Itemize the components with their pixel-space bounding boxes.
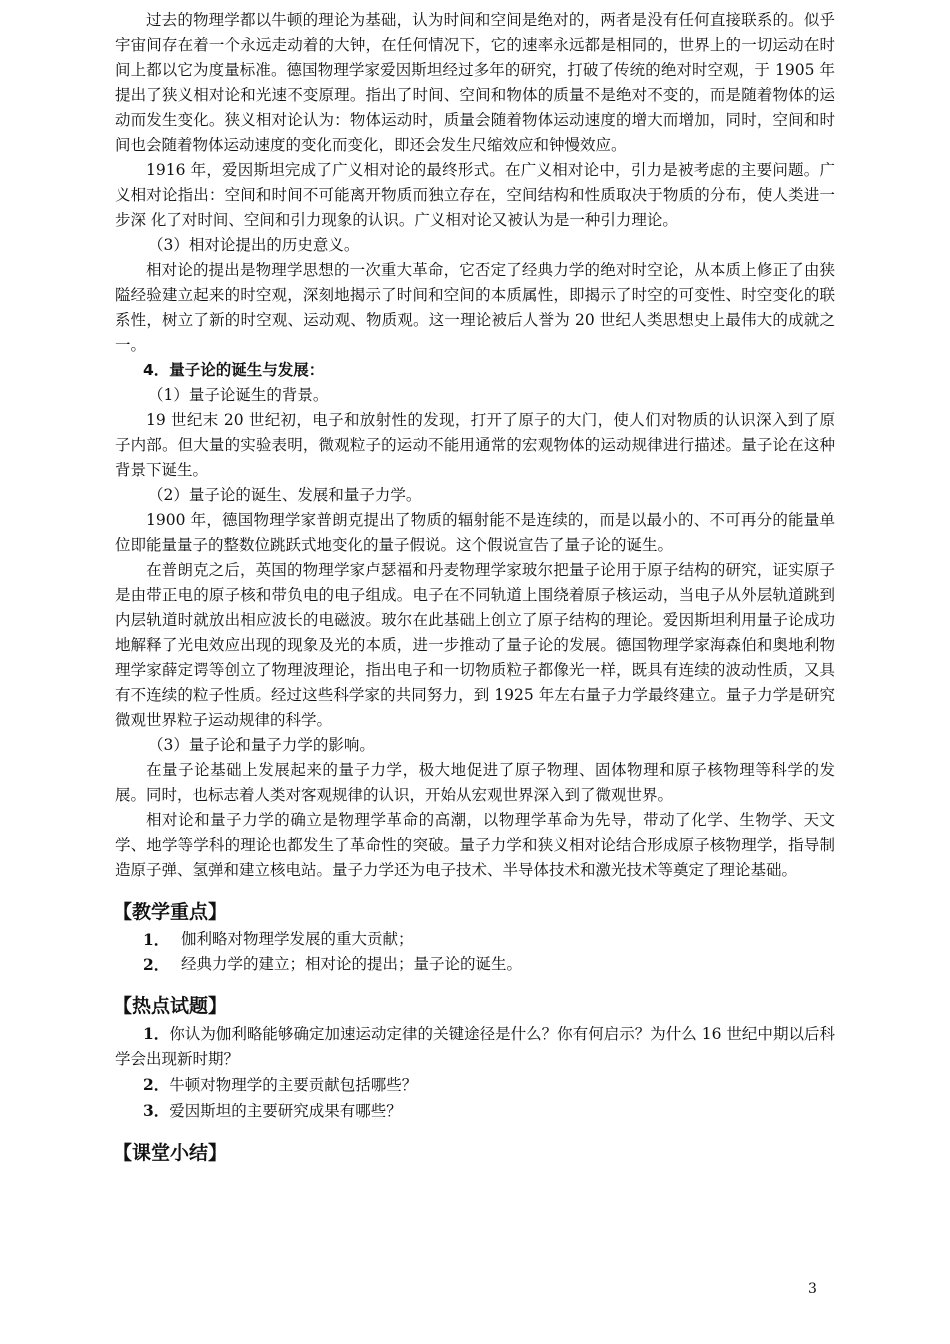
hot-questions-title: 【热点试题】	[113, 995, 228, 1017]
paragraph-relativity-significance: 相对论的提出是物理学思想的一次重大革命，它否定了经典力学的绝对时空论，从本质上修正了由狭隘经验建立起来的时空观，深刻地揭示了时间和空间的本质属性，即揭示了时空的可变性、时空变化的联系性，树立了新的时空观、运动观、物质观。这一理论被后人誉为 20 世纪人类思想史上最伟大的成就之一。	[115, 261, 835, 354]
key-points-title: 【教学重点】	[113, 901, 228, 923]
question-text: 爱因斯坦的主要研究成果有哪些？	[169, 1102, 402, 1120]
question-number: 2．	[143, 1075, 170, 1094]
subheading-quantum-birth: （2）量子论的诞生、发展和量子力学。	[148, 486, 422, 504]
question-item	[115, 1098, 835, 1124]
paragraph-general-relativity: 1916 年，爱因斯坦完成了广义相对论的最终形式。在广义相对论中，引力是被考虑的主要问题。广义相对论指出：空间和时间不可能离开物质而独立存在，空间结构和性质取决于物质的分布，使人类进一步深 化了对时间、空间和引力现象的认识。广义相对论又被认为是一种引力理论。	[115, 161, 835, 229]
subheading-quantum-background: （1）量子论诞生的背景。	[148, 386, 329, 404]
question-text: 牛顿对物理学的主要贡献包括哪些？	[169, 1076, 418, 1094]
key-point-text: 伽利略对物理学发展的重大贡献；	[181, 930, 414, 948]
key-point-text: 经典力学的建立；相对论的提出；量子论的诞生。	[181, 955, 523, 973]
heading-quantum-theory: 4．量子论的诞生与发展：	[143, 361, 325, 379]
paragraph-quantum-background: 19 世纪末 20 世纪初，电子和放射性的发现，打开了原子的大门，使人们对物质的认识深入到了原子内部。但大量的实验表明，微观粒子的运动不能用通常的宏观物体的运动规律进行描述。量子论在这种背景下诞生。	[115, 411, 835, 479]
key-point-number: 2．	[143, 955, 170, 974]
key-point-item	[115, 952, 835, 977]
paragraph-special-relativity: 过去的物理学都以牛顿的理论为基础，认为时间和空间是绝对的，两者是没有任何直接联系的。似乎宇宙间存在着一个永远走动着的大钟，在任何情况下，它的速率永远都是相同的，世界上的一切运动在时间上都以它为度量标准。德国物理学家爱因斯坦经过多年的研究，打破了传统的绝对时空观，于 1905 年提出了狭义相对论和光速不变原理。指出了时间、空间和物体的质量不是绝对不变的，而是随着物体的运动而发生变化。狭义相对论认为：物体运动时，质量会随着物体运动速度的增大而增加，同时，空间和时间也会随着物体运动速度的变化而变化，即还会发生尺缩效应和钟慢效应。	[115, 11, 835, 154]
paragraph-atomic-structure: 在普朗克之后，英国的物理学家卢瑟福和丹麦物理学家玻尔把量子论用于原子结构的研究，证实原子是由带正电的原子核和带负电的电子组成。电子在不同轨道上围绕着原子核运动，当电子从外层轨道跳到内层轨道时就放出相应波长的电磁波。玻尔在此基础上创立了原子结构的理论。爱因斯坦利用量子论成功地解释了光电效应出现的现象及光的本质，进一步推动了量子论的发展。德国物理学家海森伯和奥地利物理学家薛定谔等创立了物理波理论，指出电子和一切物质粒子都像光一样，既具有连续的波动性质，又具有不连续的粒子性质。经过这些科学家的共同努力，到 1925 年左右量子力学最终建立。量子力学是研究微观世界粒子运动规律的科学。	[115, 561, 835, 729]
document-page	[115, 8, 835, 1168]
page-number: 3	[808, 1281, 817, 1297]
subheading-relativity-significance: （3）相对论提出的历史意义。	[148, 236, 360, 254]
question-number: 1．	[143, 1024, 170, 1043]
summary-title: 【课堂小结】	[113, 1142, 228, 1164]
subheading-quantum-impact: （3）量子论和量子力学的影响。	[148, 736, 375, 754]
question-item	[115, 1072, 835, 1098]
key-point-number: 1．	[143, 930, 170, 949]
paragraph-physics-revolution: 相对论和量子力学的确立是物理学革命的高潮，以物理学革命为先导，带动了化学、生物学、天文学、地学等学科的理论也都发生了革命性的突破。量子力学和狭义相对论结合形成原子核物理学，指导制造原子弹、氢弹和建立核电站。量子力学还为电子技术、半导体技术和激光技术等奠定了理论基础。	[115, 811, 835, 879]
question-number: 3．	[143, 1101, 170, 1120]
paragraph-quantum-impact: 在量子论基础上发展起来的量子力学，极大地促进了原子物理、固体物理和原子核物理等科学的发展。同时，也标志着人类对客观规律的认识，开始从宏观世界深入到了微观世界。	[115, 761, 835, 804]
key-point-item	[115, 927, 835, 952]
paragraph-planck: 1900 年，德国物理学家普朗克提出了物质的辐射能不是连续的，而是以最小的、不可再分的能量单位即能量量子的整数位跳跃式地变化的量子假说。这个假说宣告了量子论的诞生。	[115, 511, 835, 554]
question-item	[115, 1021, 835, 1072]
question-text: 你认为伽利略能够确定加速运动定律的关键途径是什么？你有何启示？为什么 16 世纪中期以后科学会出现新时期？	[115, 1025, 835, 1068]
